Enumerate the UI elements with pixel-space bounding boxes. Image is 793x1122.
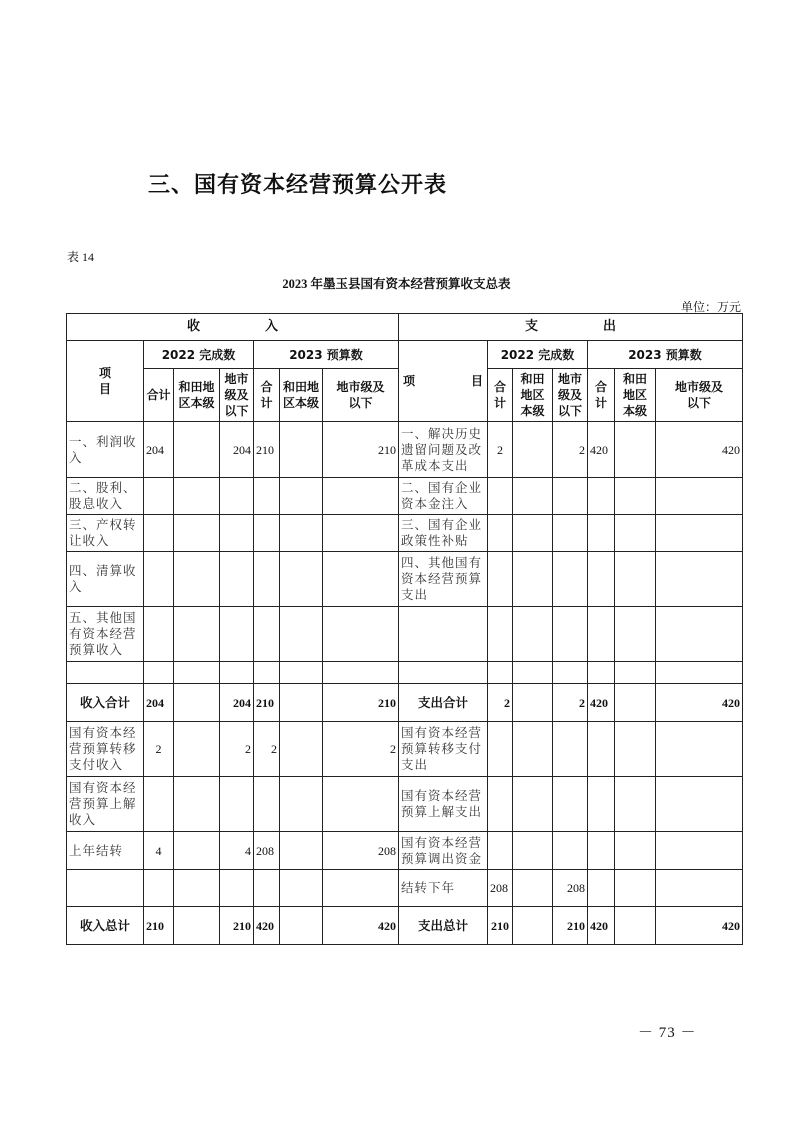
cell-i23-total <box>254 478 280 515</box>
cell-i23-total: 208 <box>254 832 280 870</box>
cell-i23-total <box>254 870 280 907</box>
cell-i22-city: 204 <box>220 684 254 722</box>
cell-expense-item: 一、解决历史遗留问题及改革成本支出 <box>399 422 488 478</box>
cell-i22-city: 2 <box>220 722 254 777</box>
table-row <box>67 662 743 684</box>
income-item-header <box>67 341 144 422</box>
cell-expense-item: 结转下年 <box>399 870 488 907</box>
cell-i23-total <box>254 607 280 662</box>
cell-i22-hetian <box>174 662 220 684</box>
cell-income-item <box>67 870 144 907</box>
cell-income-item: 收入总计 <box>67 907 144 945</box>
cell-income-item: 四、清算收入 <box>67 552 144 607</box>
income-2022-hetian-header: 和田地区本级 <box>174 369 220 422</box>
cell-e23-city: 420 <box>656 684 743 722</box>
expense-2023-hetian-header: 和田地区本级 <box>615 369 656 422</box>
table-row <box>67 722 743 777</box>
cell-i22-city <box>220 607 254 662</box>
cell-i22-city <box>220 478 254 515</box>
cell-e23-total <box>588 607 615 662</box>
cell-e22-city: 2 <box>553 422 588 478</box>
cell-expense-item: 国有资本经营预算上解支出 <box>399 777 488 832</box>
cell-i23-hetian <box>280 422 323 478</box>
expense-2023-city-header: 地市级及以下 <box>656 369 743 422</box>
cell-i23-city: 420 <box>323 907 399 945</box>
cell-i22-city <box>220 662 254 684</box>
cell-e22-hetian <box>513 552 553 607</box>
cell-e22-total: 2 <box>488 684 513 722</box>
cell-expense-item: 国有资本经营预算转移支付支出 <box>399 722 488 777</box>
income-2023-city-header: 地市级及以下 <box>323 369 399 422</box>
cell-e22-total: 208 <box>488 870 513 907</box>
cell-e22-city <box>553 515 588 552</box>
cell-e22-hetian <box>513 870 553 907</box>
cell-expense-item: 二、国有企业资本金注入 <box>399 478 488 515</box>
cell-e23-city <box>656 870 743 907</box>
cell-e23-total: 420 <box>588 422 615 478</box>
table-row <box>67 832 743 870</box>
table-row <box>67 907 743 945</box>
cell-e22-total: 210 <box>488 907 513 945</box>
expense-2022-total-header: 合计 <box>488 369 513 422</box>
cell-e23-city <box>656 777 743 832</box>
cell-i23-total <box>254 552 280 607</box>
cell-expense-item <box>399 607 488 662</box>
cell-income-item: 二、股利、股息收入 <box>67 478 144 515</box>
cell-e23-city <box>656 832 743 870</box>
cell-e23-total <box>588 870 615 907</box>
cell-i23-total: 420 <box>254 907 280 945</box>
cell-e22-city <box>553 552 588 607</box>
cell-expense-item: 支出总计 <box>399 907 488 945</box>
page-number: － 73 － <box>638 1025 697 1041</box>
cell-expense-item: 三、国有企业政策性补贴 <box>399 515 488 552</box>
cell-e23-total: 420 <box>588 907 615 945</box>
cell-e22-hetian <box>513 722 553 777</box>
cell-i23-total: 2 <box>254 722 280 777</box>
cell-i23-hetian <box>280 552 323 607</box>
cell-i23-total <box>254 515 280 552</box>
expense-item-header-b: 目 <box>470 374 483 388</box>
cell-i22-hetian <box>174 777 220 832</box>
cell-e23-hetian <box>615 907 656 945</box>
table-row <box>67 870 743 907</box>
cell-e22-total: 2 <box>488 422 513 478</box>
cell-i22-total <box>144 870 174 907</box>
cell-i23-city <box>323 777 399 832</box>
table-row <box>67 607 743 662</box>
cell-i22-city <box>220 870 254 907</box>
expense-2022-city-header: 地市级及以下 <box>553 369 588 422</box>
cell-income-item: 五、其他国有资本经营预算收入 <box>67 607 144 662</box>
cell-i23-hetian <box>280 478 323 515</box>
cell-i23-city: 2 <box>323 722 399 777</box>
table-number: 表 14 <box>67 250 95 264</box>
cell-i23-city <box>323 870 399 907</box>
cell-e23-hetian <box>615 478 656 515</box>
income-2023-hetian-header: 和田地区本级 <box>280 369 323 422</box>
cell-e23-hetian <box>615 515 656 552</box>
table-row <box>67 777 743 832</box>
cell-i23-total <box>254 662 280 684</box>
cell-income-item: 上年结转 <box>67 832 144 870</box>
cell-i23-city: 208 <box>323 832 399 870</box>
cell-e23-total: 420 <box>588 684 615 722</box>
cell-i22-total <box>144 515 174 552</box>
cell-i23-hetian <box>280 870 323 907</box>
cell-income-item: 三、产权转让收入 <box>67 515 144 552</box>
cell-e22-total <box>488 777 513 832</box>
income-2023-total-header: 合计 <box>254 369 280 422</box>
cell-i23-hetian <box>280 515 323 552</box>
cell-i23-city <box>323 478 399 515</box>
cell-i22-total <box>144 662 174 684</box>
income-2022-city-header: 地市级及以下 <box>220 369 254 422</box>
cell-e22-city: 2 <box>553 684 588 722</box>
cell-e22-hetian <box>513 478 553 515</box>
cell-i23-city <box>323 552 399 607</box>
cell-i22-total <box>144 777 174 832</box>
cell-i22-city <box>220 552 254 607</box>
cell-e22-city: 210 <box>553 907 588 945</box>
cell-e22-city <box>553 607 588 662</box>
cell-income-item: 国有资本经营预算上解收入 <box>67 777 144 832</box>
table-row <box>67 478 743 515</box>
header-row-2 <box>67 341 743 369</box>
unit-label: 单位：万元 <box>680 300 741 314</box>
cell-e22-hetian <box>513 684 553 722</box>
cell-e22-city <box>553 662 588 684</box>
cell-i22-total <box>144 478 174 515</box>
cell-i22-total: 4 <box>144 832 174 870</box>
cell-i22-city: 204 <box>220 422 254 478</box>
cell-income-item: 一、利润收入 <box>67 422 144 478</box>
income-2023-header: 2023 预算数 <box>254 341 399 369</box>
cell-i22-city: 4 <box>220 832 254 870</box>
expense-item-header-a: 项 <box>403 374 416 388</box>
cell-i23-hetian <box>280 607 323 662</box>
cell-i23-hetian <box>280 662 323 684</box>
cell-e23-hetian <box>615 662 656 684</box>
cell-expense-item: 支出合计 <box>399 684 488 722</box>
cell-expense-item <box>399 662 488 684</box>
cell-expense-item: 四、其他国有资本经营预算支出 <box>399 552 488 607</box>
expense-2023-header: 2023 预算数 <box>588 341 743 369</box>
cell-i23-city <box>323 662 399 684</box>
cell-i22-city <box>220 515 254 552</box>
income-item-header-line1: 项 <box>98 366 111 380</box>
cell-i22-hetian <box>174 684 220 722</box>
cell-i22-hetian <box>174 607 220 662</box>
expense-header: 支 出 <box>399 314 743 341</box>
cell-e23-city <box>656 607 743 662</box>
cell-e23-total <box>588 722 615 777</box>
cell-i22-hetian <box>174 552 220 607</box>
table-row <box>67 684 743 722</box>
cell-i23-city: 210 <box>323 422 399 478</box>
income-2022-header: 2022 完成数 <box>144 341 254 369</box>
cell-e23-city: 420 <box>656 907 743 945</box>
cell-e22-total <box>488 607 513 662</box>
cell-i22-total: 204 <box>144 422 174 478</box>
income-2022-total-header: 合计 <box>144 369 174 422</box>
cell-e23-hetian <box>615 684 656 722</box>
cell-e22-city <box>553 722 588 777</box>
expense-2022-header: 2022 完成数 <box>488 341 588 369</box>
cell-e22-total <box>488 722 513 777</box>
cell-income-item <box>67 662 144 684</box>
expense-2023-total-header: 合计 <box>588 369 615 422</box>
cell-e23-city <box>656 552 743 607</box>
cell-e22-hetian <box>513 607 553 662</box>
cell-e22-city <box>553 832 588 870</box>
income-item-header-line2: 目 <box>98 382 111 396</box>
cell-income-item: 收入合计 <box>67 684 144 722</box>
cell-e23-total <box>588 832 615 870</box>
cell-i22-total: 210 <box>144 907 174 945</box>
cell-e22-city <box>553 777 588 832</box>
cell-e23-city <box>656 662 743 684</box>
header-row-1 <box>67 314 743 341</box>
cell-e23-hetian <box>615 422 656 478</box>
cell-e23-total <box>588 777 615 832</box>
cell-e22-city: 208 <box>553 870 588 907</box>
cell-e23-hetian <box>615 722 656 777</box>
cell-e23-city: 420 <box>656 422 743 478</box>
cell-e23-hetian <box>615 552 656 607</box>
cell-e23-total <box>588 662 615 684</box>
cell-i22-hetian <box>174 832 220 870</box>
cell-e22-hetian <box>513 662 553 684</box>
cell-e23-total <box>588 552 615 607</box>
cell-i23-hetian <box>280 777 323 832</box>
table-row <box>67 422 743 478</box>
cell-i22-total <box>144 607 174 662</box>
cell-e23-hetian <box>615 607 656 662</box>
cell-e23-hetian <box>615 777 656 832</box>
cell-i23-total: 210 <box>254 684 280 722</box>
table-row <box>67 515 743 552</box>
cell-e22-hetian <box>513 832 553 870</box>
cell-i22-total <box>144 552 174 607</box>
expense-item-header <box>399 341 488 422</box>
cell-e22-total <box>488 662 513 684</box>
cell-i23-city: 210 <box>323 684 399 722</box>
cell-e23-total <box>588 478 615 515</box>
cell-i23-total <box>254 777 280 832</box>
cell-i23-total: 210 <box>254 422 280 478</box>
expense-2022-hetian-header: 和田地区本级 <box>513 369 553 422</box>
cell-i22-city <box>220 777 254 832</box>
cell-e22-hetian <box>513 907 553 945</box>
cell-expense-item: 国有资本经营预算调出资金 <box>399 832 488 870</box>
cell-e22-total <box>488 478 513 515</box>
cell-i23-hetian <box>280 684 323 722</box>
cell-income-item: 国有资本经营预算转移支付收入 <box>67 722 144 777</box>
cell-i23-hetian <box>280 907 323 945</box>
cell-i22-hetian <box>174 478 220 515</box>
cell-e23-hetian <box>615 832 656 870</box>
cell-e22-total <box>488 832 513 870</box>
income-header: 收 入 <box>67 314 399 341</box>
cell-i22-hetian <box>174 422 220 478</box>
section-title: 三、国有资本经营预算公开表 <box>148 172 448 198</box>
cell-e22-total <box>488 552 513 607</box>
table-row <box>67 552 743 607</box>
cell-i22-hetian <box>174 722 220 777</box>
cell-i22-hetian <box>174 870 220 907</box>
cell-i22-total: 2 <box>144 722 174 777</box>
cell-i23-hetian <box>280 722 323 777</box>
budget-table <box>66 313 743 945</box>
cell-i22-hetian <box>174 907 220 945</box>
cell-e22-hetian <box>513 422 553 478</box>
cell-e22-city <box>553 478 588 515</box>
cell-e23-total <box>588 515 615 552</box>
cell-e23-city <box>656 478 743 515</box>
cell-e23-city <box>656 722 743 777</box>
cell-i23-city <box>323 607 399 662</box>
table-title: 2023 年墨玉县国有资本经营预算收支总表 <box>282 277 511 291</box>
cell-i22-city: 210 <box>220 907 254 945</box>
cell-i23-hetian <box>280 832 323 870</box>
cell-i23-city <box>323 515 399 552</box>
cell-e23-hetian <box>615 870 656 907</box>
cell-e22-total <box>488 515 513 552</box>
cell-e22-hetian <box>513 777 553 832</box>
cell-i22-hetian <box>174 515 220 552</box>
cell-i22-total: 204 <box>144 684 174 722</box>
cell-e22-hetian <box>513 515 553 552</box>
cell-e23-city <box>656 515 743 552</box>
